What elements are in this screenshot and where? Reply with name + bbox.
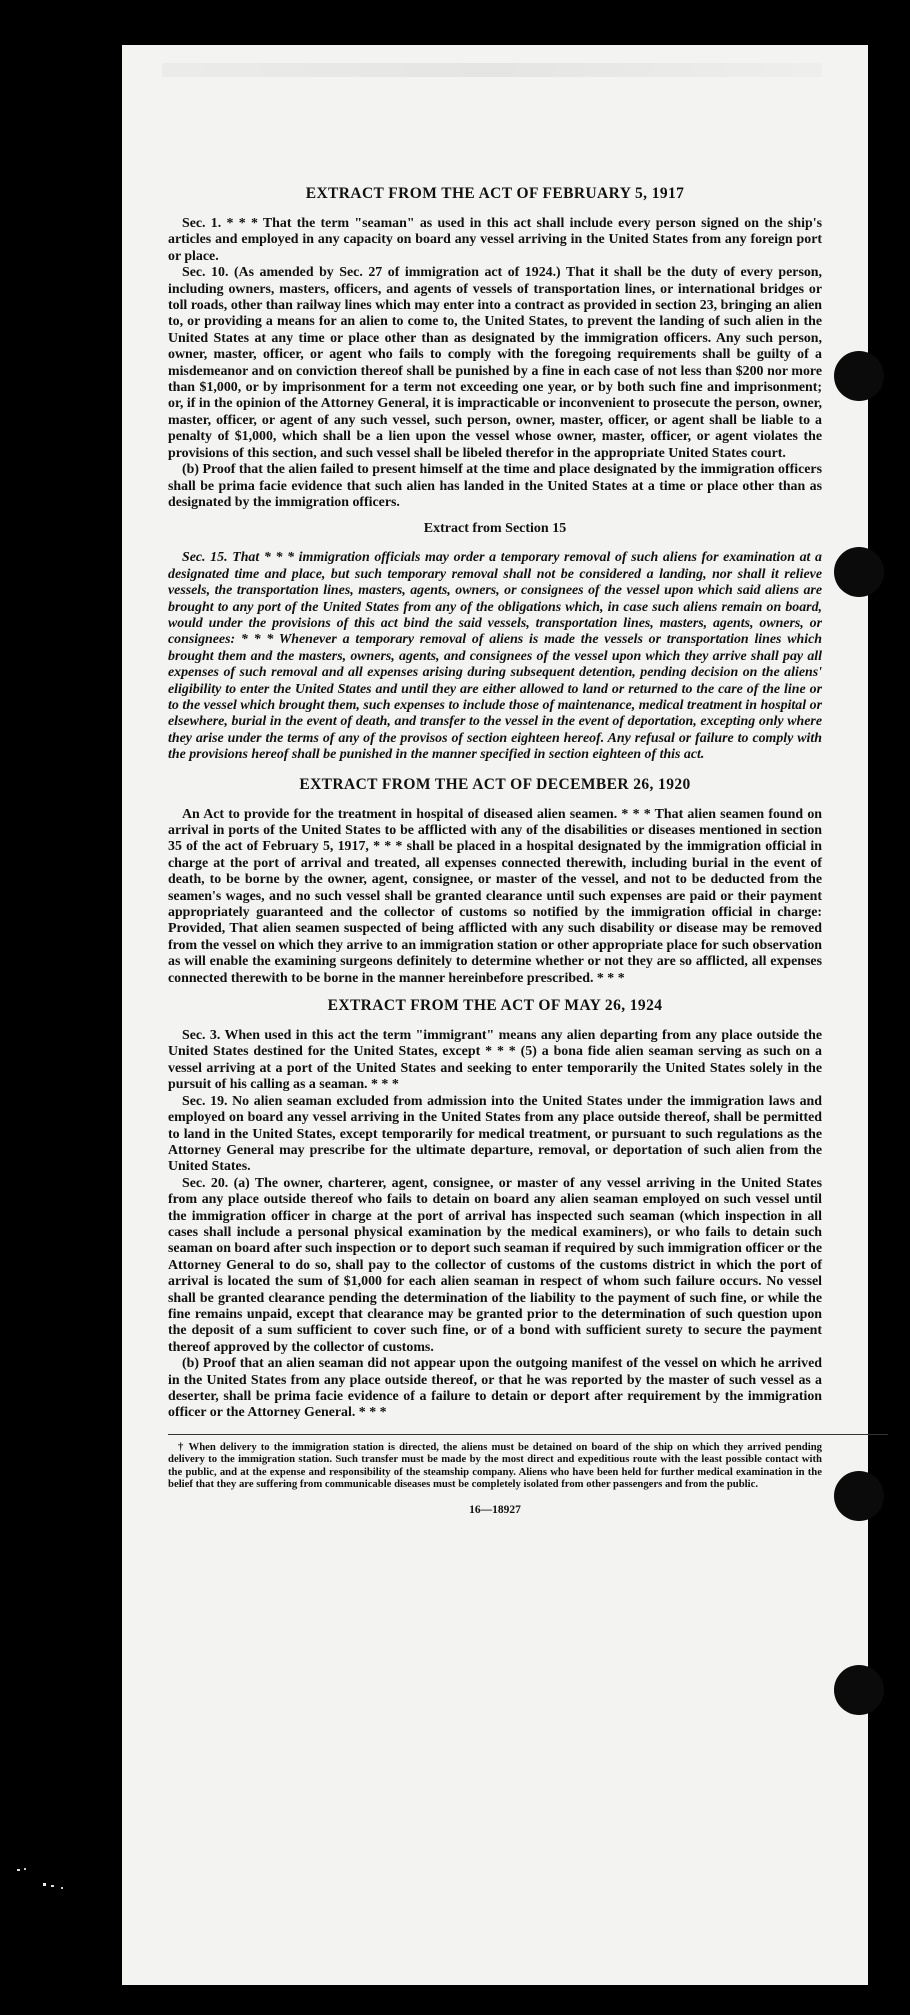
print-code: 16—18927 bbox=[469, 1504, 521, 1517]
section-heading: EXTRACT FROM THE ACT OF FEBRUARY 5, 1917 bbox=[305, 185, 685, 202]
footnote: † When delivery to the immigration station is directed, the aliens must be detained on board of the ship on which they arrived pending delivery to the immigration station. Such transfer must be made by the most direct and expeditious route with the least possible contact with the public, and at the expense and responsibility of the steamship company. Aliens who have been held for further medical examination in the belief that they are suffering from communicable diseases must be completely isolated from other passengers and from the public. bbox=[168, 1440, 822, 1491]
paragraph: (b) Proof that an alien seaman did not appear upon the outgoing manifest of the vessel on which he arrived in the United States from any place outside thereof, or that he was reported by the master of such vessel as a deserter, shall be prima facie evidence of a failure to detain or deport after requirement by the immigration officer or the Attorney General. * * * bbox=[168, 1356, 822, 1421]
punch-hole bbox=[834, 351, 884, 401]
punch-hole bbox=[834, 547, 884, 597]
section-heading: EXTRACT FROM THE ACT OF MAY 26, 1924 bbox=[327, 997, 663, 1015]
punch-hole bbox=[834, 1471, 884, 1521]
paragraph: An Act to provide for the treatment in hospital of diseased alien seamen. * * * That alien seamen found on arrival in ports of the United States to be afflicted with any of the disabilities or diseases mentioned in section 35 of the act of February 5, 1917, * * * shall be placed in a hospital designated by the immigration official in charge at the port of arrival and treated, all expenses connected therewith, including burial in the event of death, to be borne by the owner, agent, consignee, or master of the vessel, and not to be deducted from the seamen's wages, and no such vessel shall be granted clearance until such expenses are paid or their payment appropriately guaranteed and the collector of customs so notified by the immigration official in charge: Provided, That alien seamen suspected of being afflicted with any such disability or disease may be removed from the vessel on which they arrive to an immigration station or other appropriate place for such observation as will enable the examining surgeons definitely to determine whether or not they are so afflicted, all expenses connected therewith to be borne in the manner hereinbefore prescribed. * * * bbox=[168, 806, 822, 986]
paragraph: Sec. 19. No alien seaman excluded from admission into the United States under the immigration laws and employed on board any vessel arriving in the United States from any place outside thereof, shall be permitted to land in the United States, except temporarily for medical treatment, or pursuant to such regulations as the Attorney General may prescribe for the ultimate departure, removal, or deportation of such alien from the United States. bbox=[168, 1093, 822, 1175]
bleed-through-text bbox=[162, 63, 822, 77]
section-act-1920 bbox=[168, 776, 822, 987]
document-page bbox=[122, 45, 868, 1985]
paragraph: Sec. 15. That * * * immigration officials may order a temporary removal of such aliens for examination at a designated time and place, but such temporary removal shall not be considered a landing, nor shall it relieve vessels, the transportation lines, masters, agents, owners, or consignees of the vessel upon which said aliens are brought to any port of the United States from any of the obligations which, in case such aliens remain on board, would under the provisions of this act bind the said vessels, transportation lines, masters, agents, owners, or consignees: * * * Whenever a temporary removal of aliens is made the vessels or transportation lines which brought them and the masters, owners, agents, and consignees of the vessel upon which they arrive shall pay all expenses of such removal and all expenses arising during subsequent detention, pending decision on the aliens' eligibility to enter the United States and until they are either allowed to land or returned to the care of the line or to the vessel which brought them, such expenses to include those of maintenance, medical treatment in hospital or elsewhere, burial in the event of death, and transfer to the vessel in the event of deportation, excepting only where they arise under the terms of any of the provisos of section eighteen hereof. Any refusal or failure to comply with the provisions hereof shall be punished in the manner specified in section eighteen of this act. bbox=[168, 550, 822, 763]
paragraph: Sec. 3. When used in this act the term "immigrant" means any alien departing from any place outside the United States destined for the United States, except * * * (5) a bona fide alien seaman serving as such on a vessel arriving at a port of the United States and seeking to enter temporarily the United States solely in the pursuit of his calling as a seaman. * * * bbox=[168, 1028, 822, 1093]
punch-hole bbox=[834, 1665, 884, 1715]
paragraph: Sec. 20. (a) The owner, charterer, agent, consignee, or master of any vessel arriving in the United States from any place outside thereof who fails to detain on board any alien seaman employed on such vessel until the immigration officer in charge at the port of arrival has inspected such seaman (which inspection in all cases shall include a personal physical examination by the medical examiners), or who fails to detain such seaman on board after such inspection or to deport such seaman if required by such immigration officer or the Attorney General to do so, shall pay to the collector of customs of the customs district in which the port of arrival is located the sum of $1,000 for each alien seaman in respect of whom such failure occurs. No vessel shall be granted clearance pending the determination of the liability to the payment of such fine, or while the fine remains unpaid, except that clearance may be granted prior to the determination of such question upon the deposit of a sum sufficient to cover such fine, or of a bond with sufficient surety to secure the payment thereof approved by the collector of customs. bbox=[168, 1175, 822, 1355]
section-act-1917 bbox=[168, 185, 822, 511]
paragraph: Sec. 10. (As amended by Sec. 27 of immigration act of 1924.) That it shall be the duty of every person, including owners, masters, officers, and agents of vessels of transportation lines, or international bridges or toll roads, other than railway lines which may enter into a contract as provided in section 23, bringing an alien to, or providing a means for an alien to come to, the United States, to prevent the landing of such alien in the United States at any time or place other than as designated by the immigration officers. Any such person, owner, master, officer, or agent who fails to comply with the foregoing requirements shall be guilty of a misdemeanor and on conviction thereof shall be punished by a fine in each case of not less than $200 nor more than $1,000, or by imprisonment for a term not exceeding one year, or by both such fine and imprisonment; or, if in the opinion of the Attorney General, it is impracticable or inconvenient to prosecute the person, owner, master, officer, or agent of any such vessel, such person, owner, master, officer, or agent shall be liable to a penalty of $1,000, which shall be a lien upon the vessel whose owner, master, officer, or agent violates the provisions of this section, and such vessel shall be libeled therefor in the appropriate United States court. bbox=[168, 265, 822, 461]
section-heading: Extract from Section 15 bbox=[423, 521, 567, 537]
scan-specks bbox=[15, 1865, 75, 1905]
section-act-1924 bbox=[168, 997, 822, 1422]
footnote-rule bbox=[168, 1434, 888, 1435]
section-extract-15 bbox=[168, 521, 822, 763]
paragraph: (b) Proof that the alien failed to present himself at the time and place designated by the immigration officers shall be prima facie evidence that such alien has landed in the United States at a time or place other than as designated by the immigration officers. bbox=[168, 462, 822, 510]
paragraph: Sec. 1. * * * That the term "seaman" as used in this act shall include every person signed on the ship's articles and employed in any capacity on board any vessel arriving in the United States from any foreign port or place. bbox=[168, 216, 822, 264]
section-heading: EXTRACT FROM THE ACT OF DECEMBER 26, 1920 bbox=[299, 775, 691, 793]
